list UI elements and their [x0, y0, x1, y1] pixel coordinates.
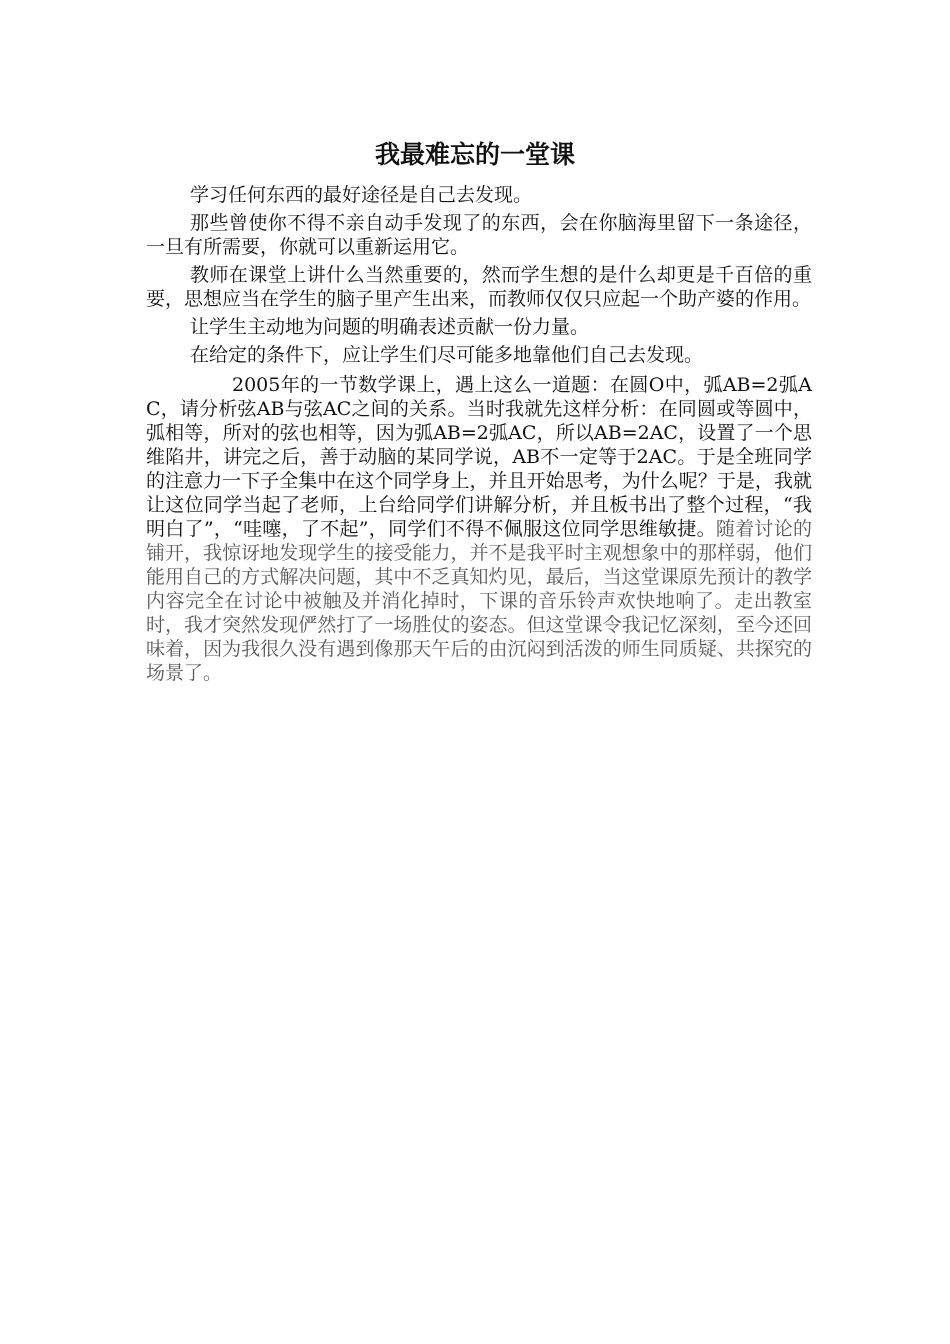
paragraph: 在给定的条件下，应让学生们尽可能多地靠他们自己去发现。: [190, 344, 704, 366]
story-text-part-2: 随着讨论的铺开，我惊讶地发现学生的接受能力，并不是我平时主观想象中的那样弱，他们能用自己的方式解决问题，其中不乏真知灼见，最后，当这堂课原先预计的教学内容完全在讨论中被触及并消化掉时，下课的音乐铃声欢快地响了。走出教室时，我才突然发现俨然打了一场胜仗的姿态。但这堂课令我记忆深刻，至今还回味着，因为我很久没有遇到像那天午后的由沉闷到活泼的师生同质疑、共探究的场景了。: [146, 518, 812, 684]
story-text-part-1: 2005年的一节数学课上，遇上这么一道题：在圆O中，弧AB=2弧AC，请分析弦AB与弦AC之间的关系。当时我就先这样分析：在同圆或等圆中，弧相等，所对的弦也相等，因为弧AB=2弧AC，所以AB=2AC，设置了一个思维陷井，讲完之后，善于动脑的某同学说，AB不一定等于2AC。于是全班同学的注意力一下子全集中在这个同学身上，并且开始思考，为什么呢？于是，我就让这位同学当起了老师，上台给同学们讲解分析，并且板书出了整个过程，“我明白了”，“哇噻，了不起”，同学们不得不佩服这位同学思维敏捷。: [146, 374, 812, 540]
document-body: [146, 183, 812, 685]
paragraph: 让学生主动地为问题的明确表述贡献一份力量。: [190, 316, 590, 338]
story-paragraph: [146, 373, 812, 685]
paragraph: 教师在课堂上讲什么当然重要的，然而学生想的是什么却更是千百倍的重要，思想应当在学生的脑子里产生出来，而教师仅仅只应起一个助产婆的作用。: [146, 264, 812, 310]
paragraph: 学习任何东西的最好途径是自己去发现。: [190, 184, 533, 206]
document-title: 我最难忘的一堂课: [374, 140, 575, 169]
paragraph: 那些曾使你不得不亲自动手发现了的东西，会在你脑海里留下一条途径，一旦有所需要，你就可以重新运用它。: [146, 212, 812, 258]
